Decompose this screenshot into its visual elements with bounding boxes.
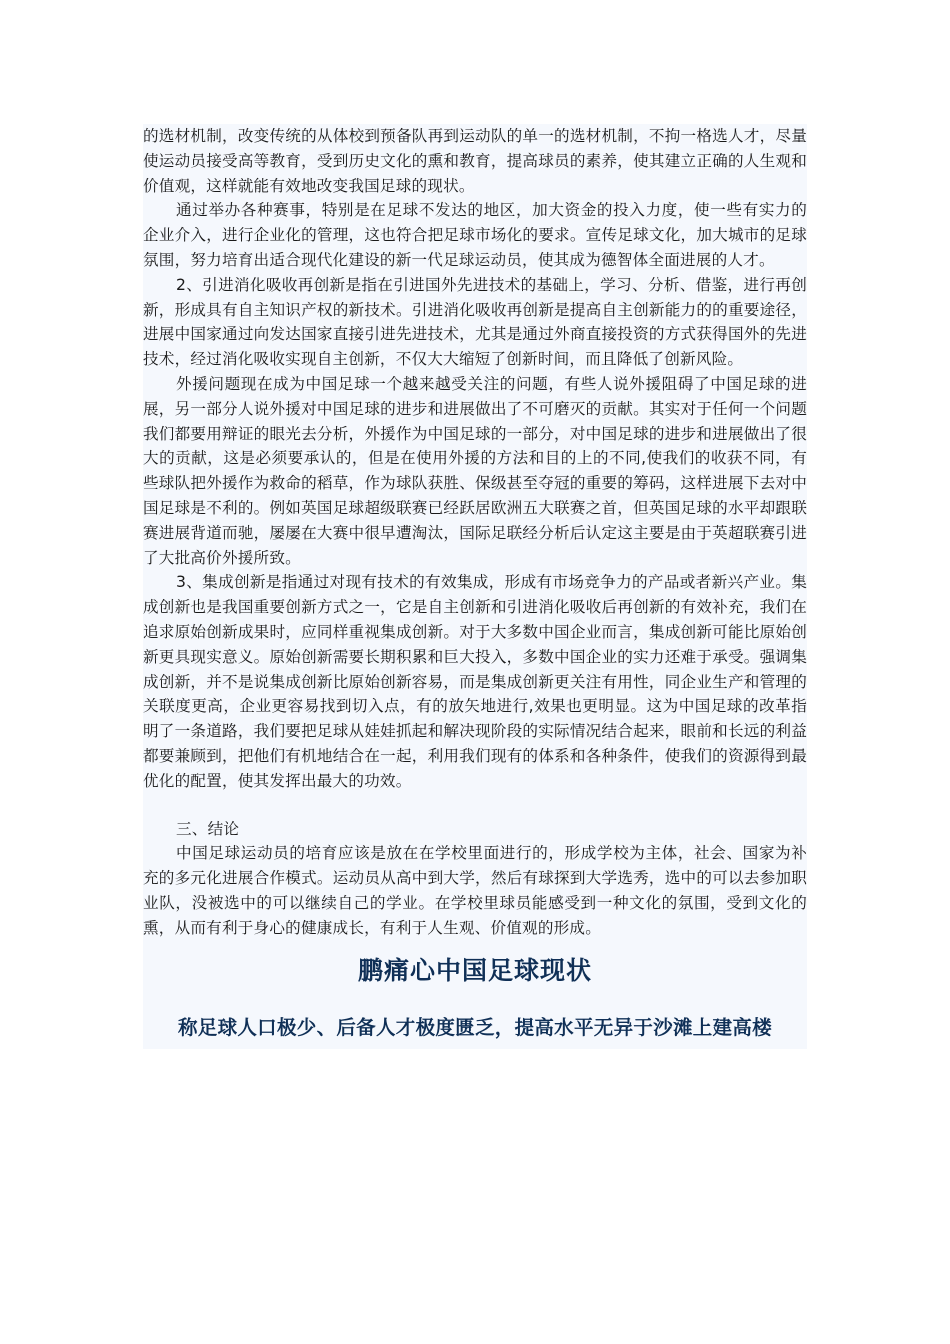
- paragraph-selection-mechanism: 的选材机制，改变传统的从体校到预备队再到运动队的单一的选材机制，不拘一格选人才，尽量使运动员接受高等教育，受到历史文化的熏和教育，提高球员的素养，使其建立正确的人生观和价值观，这样就能有效地改变我国足球的现状。: [143, 127, 807, 195]
- section-heading-conclusion: 三、结论: [176, 819, 240, 838]
- paragraph-foreign-players: 外援问题现在成为中国足球一个越来越受关注的问题，有些人说外援阻碍了中国足球的进展，另一部分人说外援对中国足球的进步和进展做出了不可磨灭的贡献。其实对于任何一个问题我们都要用辩证的眼光去分析，外援作为中国足球的一部分，对中国足球的进步和进展做出了很大的贡献，这是必须要承认的，但是在使用外援的方法和目的上的不同,使我们的收获不同，有些球队把外援作为救命的稻草，作为球队获胜、保级甚至夺冠的重要的筹码，这样进展下去对中国足球是不利的。例如英国足球超级联赛已经跃居欧洲五大联赛之首，但英国足球的水平却跟联赛进展背道而驰，屡屡在大赛中很早遭淘汰，国际足联经分析后认定这主要是由于英超联赛引进了大批高价外援所致。: [143, 374, 807, 567]
- document-body: [143, 124, 807, 1049]
- paragraph-events: 通过举办各种赛事，特别是在足球不发达的地区，加大资金的投入力度，使一些有实力的企业介入，进行企业化的管理，这也符合把足球市场化的要求。宣传足球文化，加大城市的足球氛围，努力培育出适合现代化建设的新一代足球运动员，使其成为德智体全面进展的人才。: [143, 201, 807, 269]
- article-title: 鹏痛心中国足球现状: [357, 955, 592, 985]
- section-spacer: [143, 794, 807, 817]
- paragraph-conclusion: 中国足球运动员的培育应该是放在在学校里面进行的，形成学校为主体，社会、国家为补充的多元化进展合作模式。运动员从高中到大学，然后有球探到大学选秀，选中的可以去参加职业队，没被选中的可以继续自己的学业。在学校里球员能感受到一种文化的氛围，受到文化的熏，从而有利于身心的健康成长，有利于人生观、价值观的形成。: [143, 844, 807, 937]
- article-subtitle: 称足球人口极少、后备人才极度匮乏，提高水平无异于沙滩上建高楼: [177, 1015, 772, 1039]
- paragraph-integrated-innovation: 3、集成创新是指通过对现有技术的有效集成，形成有市场竞争力的产品或者新兴产业。集成创新也是我国重要创新方式之一，它是自主创新和引进消化吸收后再创新的有效补充，我们在追求原始创新成果时，应同样重视集成创新。对于大多数中国企业而言，集成创新可能比原始创新更具现实意义。原始创新需要长期积累和巨大投入，多数中国企业的实力还难于承受。强调集成创新，并不是说集成创新比原始创新容易，而是集成创新更关注有用性，同企业生产和管理的关联度更高，企业更容易找到切入点，有的放矢地进行,效果也更明显。这为中国足球的改革指明了一条道路，我们要把足球从娃娃抓起和解决现阶段的实际情况结合起来，眼前和长远的利益都要兼顾到，把他们有机地结合在一起，利用我们现有的体系和各种条件，使我们的资源得到最优化的配置，使其发挥出最大的功效。: [143, 573, 807, 790]
- paragraph-reinnovation: 2、引进消化吸收再创新是指在引进国外先进技术的基础上，学习、分析、借鉴，进行再创新，形成具有自主知识产权的新技术。引进消化吸收再创新是提高自主创新能力的的重要途径，进展中国家通过向发达国家直接引进先进技术，尤其是通过外商直接投资的方式获得国外的先进技术，经过消化吸收实现自主创新，不仅大大缩短了创新时间，而且降低了创新风险。: [143, 275, 807, 369]
